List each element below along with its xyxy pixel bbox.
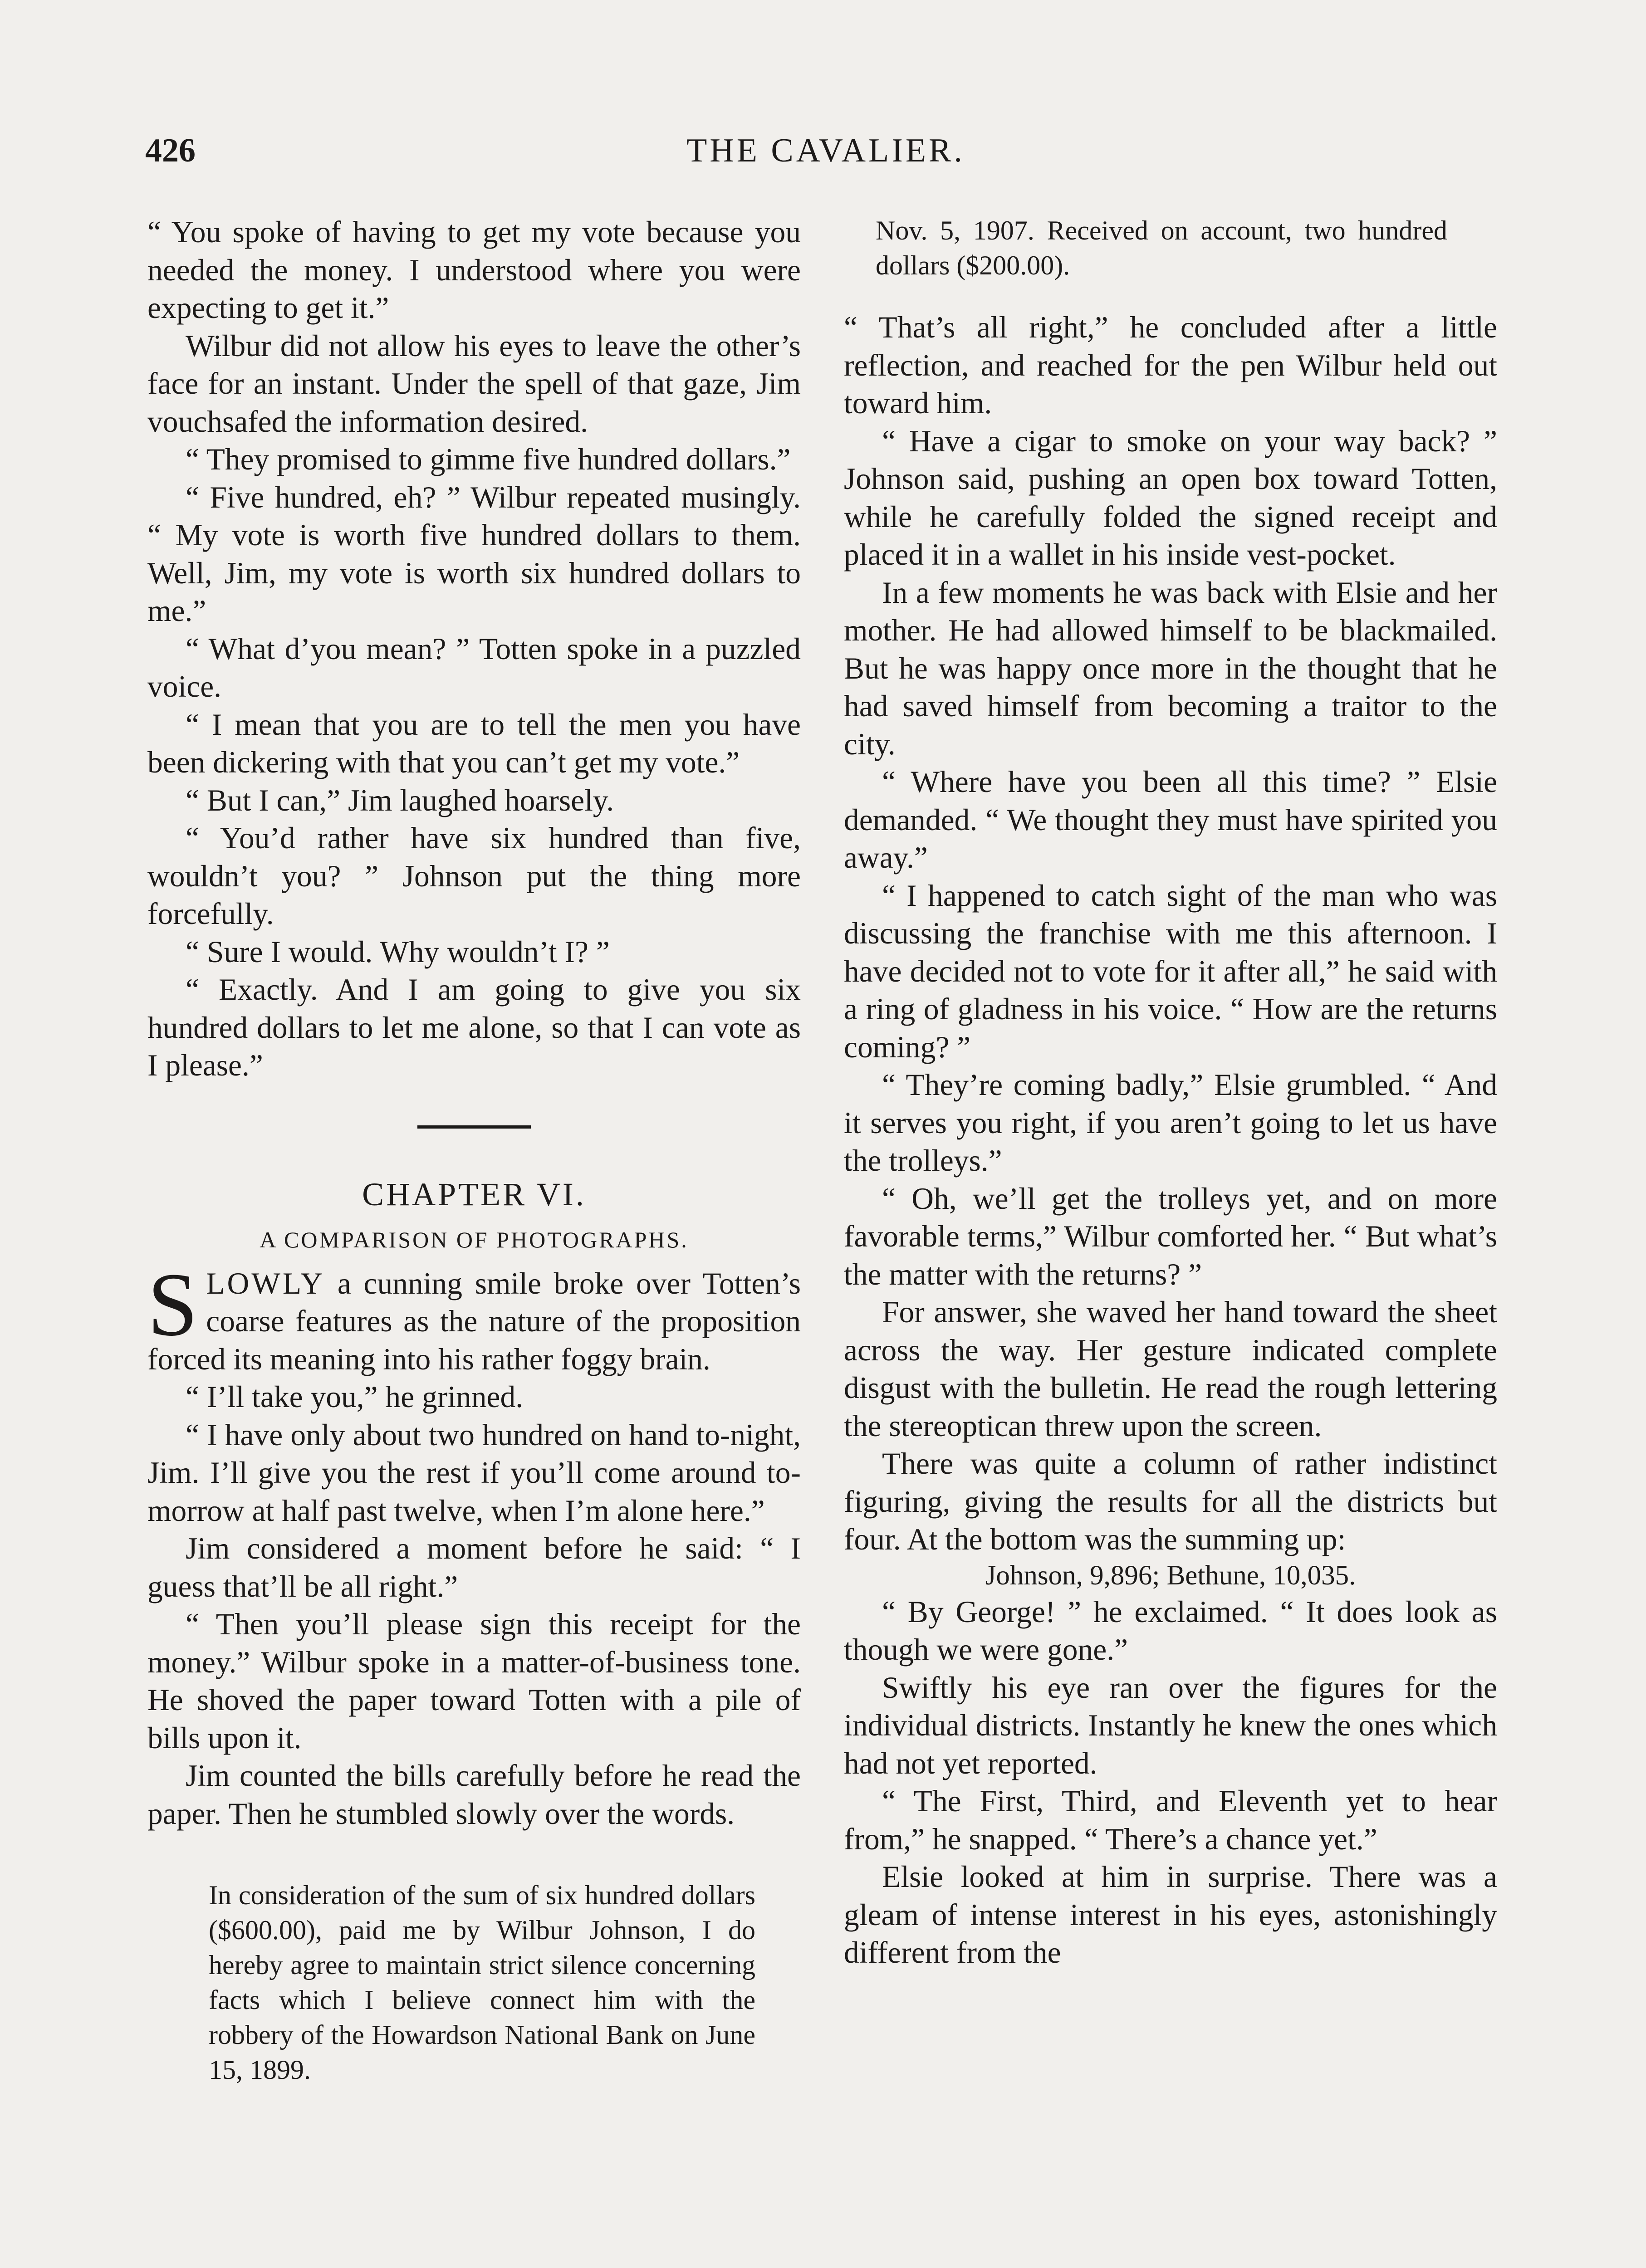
page-number: 426 [145, 132, 196, 169]
body-paragraph: “ They promised to gimme five hundred dollars.” [186, 442, 791, 476]
left-column [147, 213, 801, 2087]
body-paragraph: “ Have a cigar to smoke on your way back? ” Johnson said, pushing an open box toward Totten, while he carefully folded the signed receipt and placed it in a wallet in his inside vest-pocket. [844, 424, 1497, 572]
body-paragraph: “ You spoke of having to get my vote because you needed the money. I understood where you were expecting to get it.” [147, 215, 801, 325]
body-paragraph: Wilbur did not allow his eyes to leave the other’s face for an instant. Under the spell of that gaze, Jim vouchsafed the information desired. [147, 328, 801, 439]
receipt-text: In consideration of the sum of six hundred dollars ($600.00), paid me by Wilbur Johnson, I do hereby agree to maintain strict silence concerning facts which I believe connect him with the robbery of the Howardson National Bank on June 15, 1899. [209, 1880, 755, 2085]
body-paragraph: “ Then you’ll please sign this receipt for the money.” Wilbur spoke in a matter-of-business tone. He shoved the paper toward Totten with a pile of bills upon it. [147, 1607, 801, 1755]
chapter-heading: CHAPTER VI. [362, 1176, 586, 1212]
body-paragraph: Jim counted the bills carefully before he read the paper. Then he stumbled slowly over the words. [147, 1759, 801, 1831]
body-paragraph: “ I happened to catch sight of the man who was discussing the franchise with me this afternoon. I have decided not to vote for it after all,” he said with a ring of gladness in his voice. “ How are the returns coming? ” [844, 878, 1497, 1064]
receipt-text-block [147, 1833, 801, 2087]
body-paragraph: Elsie looked at him in surprise. There was a gleam of intense interest in his eyes, astonishingly different from the [844, 1860, 1497, 1970]
body-paragraph: “ I’ll take you,” he grinned. [186, 1380, 524, 1414]
body-paragraph: “ They’re coming badly,” Elsie grumbled. “ And it serves you right, if you aren’t going to let us have the trolleys.” [844, 1068, 1497, 1178]
body-paragraph: “ What d’you mean? ” Totten spoke in a puzzled voice. [147, 631, 801, 704]
running-title: THE CAVALIER. [686, 132, 965, 169]
opening-smallcaps: LOWLY [206, 1266, 325, 1300]
body-paragraph: “ Exactly. And I am going to give you six hundred dollars to let me alone, so that I can vote as I please.” [147, 973, 801, 1082]
body-paragraph: For answer, she waved her hand toward the sheet across the way. Her gesture indicated complete disgust with the bulletin. He read the rough lettering the stereoptican threw upon the screen. [844, 1295, 1497, 1443]
receipt-end-block [844, 213, 1497, 308]
body-paragraph: There was quite a column of rather indistinct figuring, giving the results for all the districts but four. At the bottom was the summing up: [844, 1447, 1497, 1556]
opening-text: a cunning smile broke over Totten’s coarse features as the nature of the proposition forced its meaning into his rather foggy brain. [147, 1266, 801, 1376]
body-paragraph: “ Five hundred, eh? ” Wilbur repeated musingly. “ My vote is worth five hundred dollars to them. Well, Jim, my vote is worth six hundred dollars to me.” [147, 480, 801, 628]
body-paragraph: Jim considered a moment before he said: “ I guess that’ll be all right.” [147, 1531, 801, 1603]
body-paragraph: Swiftly his eye ran over the figures for the individual districts. Instantly he knew the ones which had not yet reported. [844, 1670, 1497, 1780]
page-header [145, 132, 1506, 181]
right-column [844, 213, 1497, 1972]
body-paragraph: “ By George! ” he exclaimed. “ It does look as though we were gone.” [844, 1594, 1497, 1667]
body-paragraph: “ I mean that you are to tell the men you have been dickering with that you can’t get my vote.” [147, 707, 801, 779]
body-paragraph: “ Sure I would. Why wouldn’t I? ” [186, 934, 610, 969]
chapter-opening-paragraph [147, 1254, 801, 1378]
chapter-subtitle: A COMPARISON OF PHOTOGRAPHS. [260, 1227, 689, 1252]
receipt-date-line: Nov. 5, 1907. Received on account, two hundred dollars ($200.00). [876, 215, 1447, 280]
body-paragraph: “ The First, Third, and Eleventh yet to hear from,” he snapped. “ There’s a chance yet.” [844, 1784, 1497, 1856]
body-paragraph: “ Where have you been all this time? ” Elsie demanded. “ We thought they must have spirited you away.” [844, 765, 1497, 875]
body-paragraph: “ But I can,” Jim laughed hoarsely. [186, 783, 614, 817]
section-divider [417, 1125, 531, 1129]
drop-cap: S [147, 1254, 198, 1355]
body-paragraph: “ That’s all right,” he concluded after a little reflection, and reached for the pen Wilbur held out toward him. [844, 310, 1497, 420]
body-paragraph: In a few moments he was back with Elsie and her mother. He had allowed himself to be blackmailed. But he was happy once more in the thought that he had saved himself from becoming a traitor to the city. [844, 575, 1497, 761]
body-paragraph: “ I have only about two hundred on hand to-night, Jim. I’ll give you the rest if you’ll come around to-morrow at half past twelve, when I’m alone here.” [147, 1418, 801, 1528]
body-paragraph: “ Oh, we’ll get the trolleys yet, and on more favorable terms,” Wilbur comforted her. “ But what’s the matter with the returns? ” [844, 1181, 1497, 1291]
vote-summary-line: Johnson, 9,896; Bethune, 10,035. [985, 1560, 1356, 1591]
body-paragraph: “ You’d rather have six hundred than five, wouldn’t you? ” Johnson put the thing more forcefully. [147, 821, 801, 931]
